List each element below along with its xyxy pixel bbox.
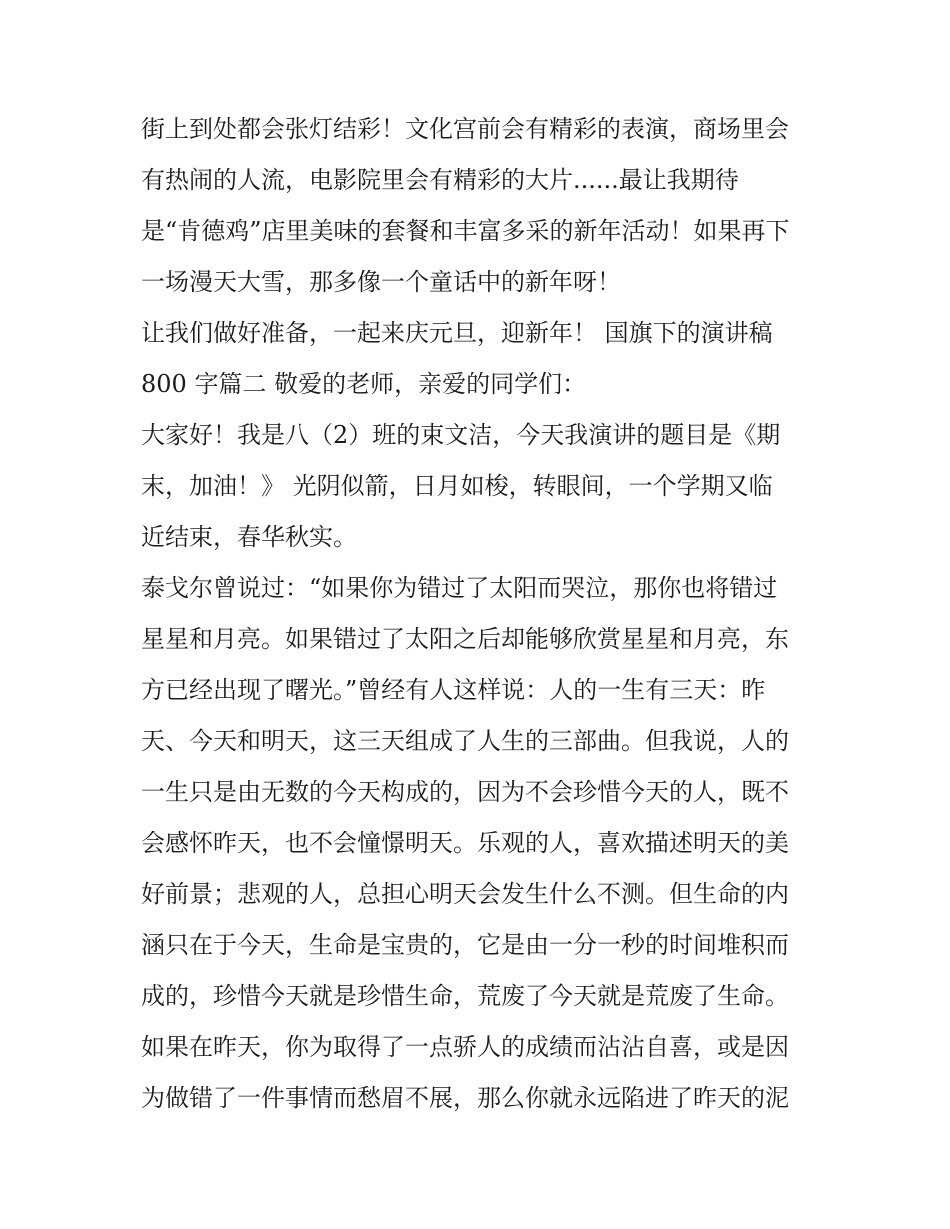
text-line-9: 近结束，春华秋实。 — [141, 523, 357, 551]
text-line-2: 有热闹的人流，电影院里会有精彩的大片......最让我期待 — [141, 166, 739, 194]
text-line-19: 如果在昨天，你为取得了一点骄人的成绩而沾沾自喜，或是因 — [141, 1033, 789, 1061]
text-line-1: 街上到处都会张灯结彩！文化宫前会有精彩的表演，商场里会 — [141, 115, 789, 143]
text-line-10: 泰戈尔曾说过：“如果你为错过了太阳而哭泣，那你也将错过 — [141, 574, 778, 602]
text-line-3: 是“肯德鸡”店里美味的套餐和丰富多采的新年活动！如果再下 — [141, 217, 790, 245]
text-line-18: 成的，珍惜今天就是珍惜生命，荒废了今天就是荒废了生命。 — [141, 982, 789, 1010]
text-line-15: 会感怀昨天，也不会憧憬明天。乐观的人，喜欢描述明天的美 — [141, 829, 789, 857]
text-line-8: 末，加油！》 光阴似箭，日月如梭，转眼间，一个学期又临 — [141, 472, 773, 500]
text-line-6: 800 字篇二 敬爱的老师，亲爱的同学们： — [141, 370, 587, 398]
text-line-5: 让我们做好准备，一起来庆元旦，迎新年！ 国旗下的演讲稿 — [141, 319, 773, 347]
text-line-17: 涵只在于今天，生命是宝贵的，它是由一分一秒的时间堆积而 — [141, 931, 789, 959]
text-line-12: 方已经出现了曙光。”曾经有人这样说：人的一生有三天：昨 — [141, 676, 766, 704]
text-line-16: 好前景；悲观的人，总担心明天会发生什么不测。但生命的内 — [141, 880, 789, 908]
text-line-11: 星星和月亮。如果错过了太阳之后却能够欣赏星星和月亮，东 — [141, 625, 789, 653]
text-line-13: 天、今天和明天，这三天组成了人生的三部曲。但我说，人的 — [141, 727, 789, 755]
text-line-7: 大家好！我是八（2）班的束文洁，今天我演讲的题目是《期 — [141, 421, 781, 449]
text-line-20: 为做错了一件事情而愁眉不展，那么你就永远陷进了昨天的泥 — [141, 1084, 789, 1112]
body-text — [141, 107, 831, 1127]
text-line-4: 一场漫天大雪，那多像一个童话中的新年呀！ — [141, 268, 621, 296]
text-line-14: 一生只是由无数的今天构成的，因为不会珍惜今天的人，既不 — [141, 778, 789, 806]
